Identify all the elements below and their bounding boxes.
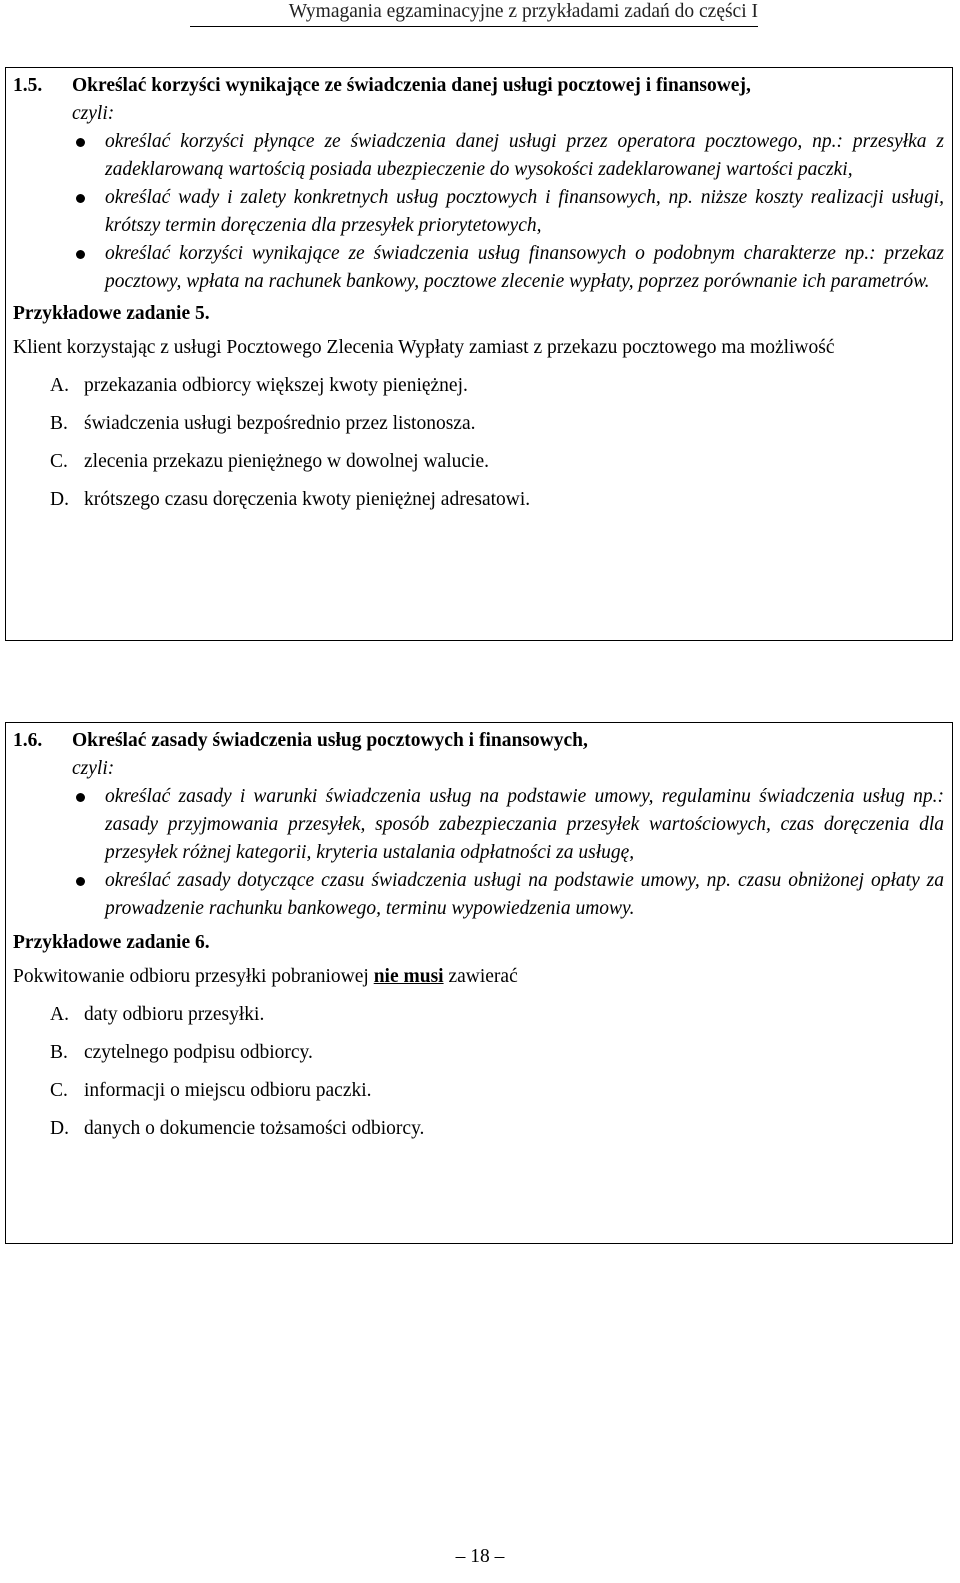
answer-text: informacji o miejscu odbioru paczki. <box>84 1080 372 1101</box>
answer-text: świadczenia usługi bezpośrednio przez listonosza. <box>84 413 476 434</box>
requirement-list <box>13 128 944 296</box>
answer-option <box>13 1077 944 1115</box>
answer-letter: B. <box>50 1042 68 1063</box>
answer-option <box>13 410 944 448</box>
task-title: Przykładowe zadanie 5. <box>13 303 210 324</box>
answer-letter: A. <box>50 1004 69 1025</box>
czyli-label: czyli: <box>72 103 115 124</box>
answer-text: przekazania odbiorcy większej kwoty pieniężnej. <box>84 375 468 396</box>
bullet-icon <box>76 250 85 259</box>
requirement-list <box>13 783 944 923</box>
czyli-label: czyli: <box>72 758 115 779</box>
answer-option <box>13 486 944 524</box>
answer-letter: A. <box>50 375 69 396</box>
requirement-item <box>13 184 944 240</box>
bullet-icon <box>76 877 85 886</box>
answer-text: czytelnego podpisu odbiorcy. <box>84 1042 313 1063</box>
section-heading <box>13 727 944 755</box>
running-header: Wymagania egzaminacyjne z przykładami zadań do części I <box>190 0 758 27</box>
answer-option <box>13 1115 944 1153</box>
answer-letter: D. <box>50 1118 69 1139</box>
task-title: Przykładowe zadanie 6. <box>13 932 210 953</box>
task-question: Klient korzystając z usługi Pocztowego Zlecenia Wypłaty zamiast z przekazu pocztowego ma możliwość <box>13 337 835 358</box>
answer-text: daty odbioru przesyłki. <box>84 1004 265 1025</box>
requirement-item <box>13 867 944 923</box>
section-number: 1.6. <box>13 730 43 751</box>
section-1-5 <box>5 67 953 641</box>
requirement-text: określać korzyści płynące ze świadczenia danej usługi przez operatora pocztowego, np.: przesyłka z zadeklarowaną wartością posiada ubezpieczenie do wysokości zadeklarowanej wartości paczki, <box>105 131 944 180</box>
answer-option <box>13 1001 944 1039</box>
task-question-end: zawierać <box>448 966 518 987</box>
answer-letter: C. <box>50 451 68 472</box>
task-question <box>13 963 944 991</box>
task-question-start: Pokwitowanie odbioru przesyłki pobraniowej <box>13 966 369 987</box>
answer-option <box>13 372 944 410</box>
requirement-item <box>13 128 944 184</box>
section-1-6 <box>5 722 953 1244</box>
page-number: – 18 – <box>455 1546 505 1567</box>
answer-list <box>13 372 944 524</box>
bullet-icon <box>76 194 85 203</box>
answer-list <box>13 1001 944 1153</box>
answer-letter: D. <box>50 489 69 510</box>
requirement-item <box>13 240 944 296</box>
section-heading-text: Określać korzyści wynikające ze świadczenia danej usługi pocztowej i finansowej, <box>72 75 751 96</box>
section-heading-text: Określać zasady świadczenia usług pocztowych i finansowych, <box>72 730 588 751</box>
requirement-item <box>13 783 944 867</box>
task-question-emphasis: nie musi <box>373 966 444 987</box>
answer-letter: C. <box>50 1080 68 1101</box>
answer-text: zlecenia przekazu pieniężnego w dowolnej walucie. <box>84 451 489 472</box>
section-heading <box>13 72 944 100</box>
bullet-icon <box>76 138 85 147</box>
section-number: 1.5. <box>13 75 43 96</box>
requirement-text: określać wady i zalety konkretnych usług pocztowych i finansowych, np. niższe koszty realizacji usługi, krótszy termin doręczenia dla przesyłek priorytetowych, <box>105 187 944 236</box>
requirement-text: określać zasady i warunki świadczenia usług na podstawie umowy, regulaminu świadczenia usług np.: zasady przyjmowania przesyłek, sposób zabezpieczania przesyłek wartościowych, czas doręczenia dla przesyłek różnej kategorii, kryteria ustalania odpłatności za usługę, <box>105 786 944 863</box>
answer-letter: B. <box>50 413 68 434</box>
answer-option <box>13 1039 944 1077</box>
requirement-text: określać zasady dotyczące czasu świadczenia usługi na podstawie umowy, np. czasu obniżonej opłaty za prowadzenie rachunku bankowego, terminu wypowiedzenia umowy. <box>105 870 944 919</box>
bullet-icon <box>76 793 85 802</box>
requirement-text: określać korzyści wynikające ze świadczenia usług finansowych o podobnym charakterze np.: przekaz pocztowy, wpłata na rachunek bankowy, pocztowe zlecenie wypłaty, poprzez porównanie ich parametrów. <box>105 243 944 292</box>
answer-option <box>13 448 944 486</box>
answer-text: danych o dokumencie tożsamości odbiorcy. <box>84 1118 425 1139</box>
answer-text: krótszego czasu doręczenia kwoty pieniężnej adresatowi. <box>84 489 531 510</box>
